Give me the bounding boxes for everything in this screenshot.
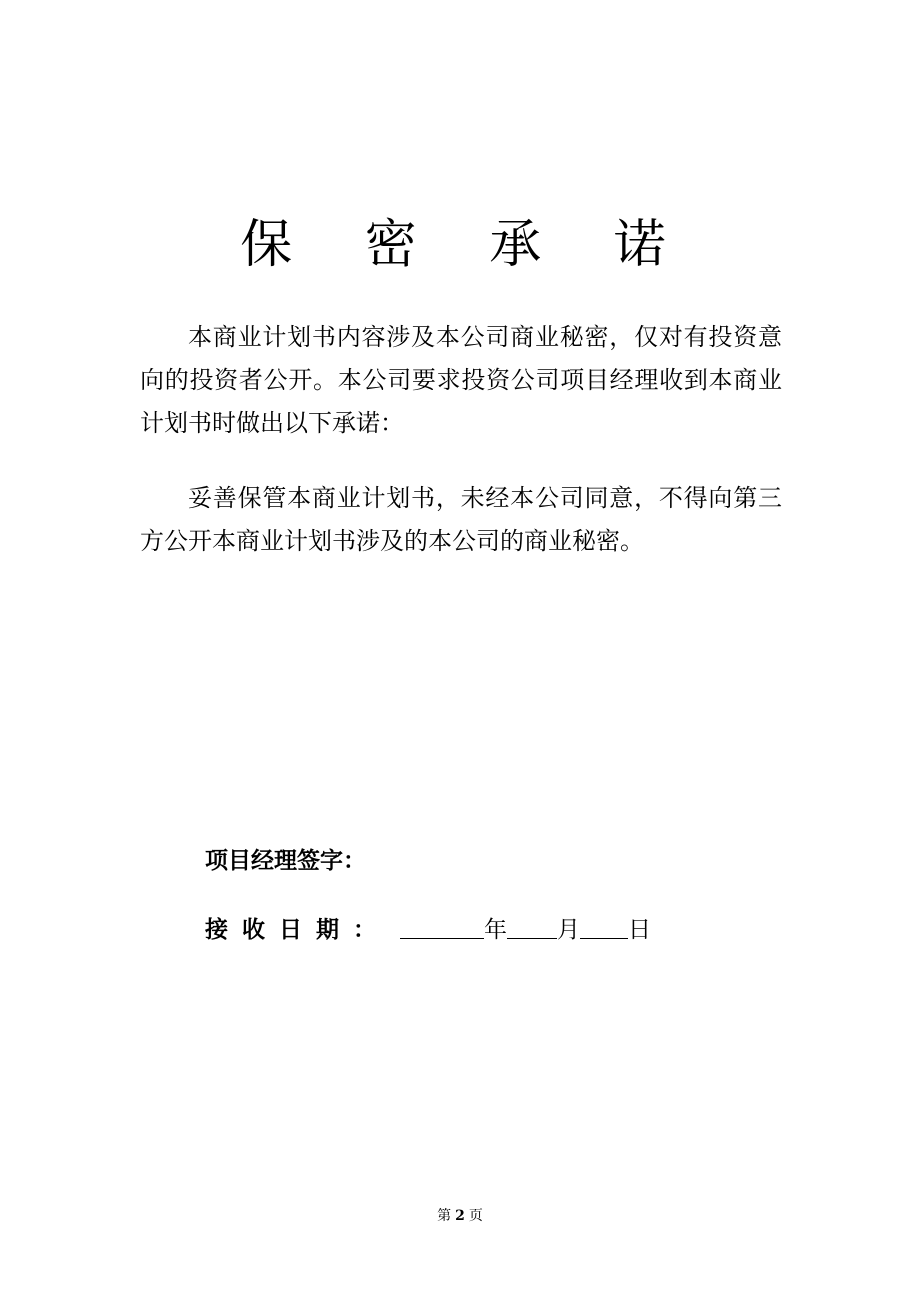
year-blank: [400, 914, 484, 939]
paragraph-commitment: 妥善保管本商业计划书，未经本公司同意，不得向第三方公开本商业计划书涉及的本公司的商业秘密。: [140, 484, 782, 555]
day-blank: [580, 914, 628, 939]
year-unit: 年: [484, 917, 507, 943]
receipt-date-row: [205, 912, 651, 948]
day-unit: 日: [628, 917, 651, 943]
page-footer: [0, 1206, 920, 1226]
footer-suffix: 页: [468, 1208, 483, 1224]
page-number: 2: [455, 1208, 465, 1224]
footer-prefix: 第: [437, 1208, 452, 1224]
month-blank: [507, 914, 557, 939]
receipt-date-label: 接收日期：: [205, 917, 390, 943]
paragraph-confidentiality-notice: 本商业计划书内容涉及本公司商业秘密，仅对有投资意向的投资者公开。本公司要求投资公司项目经理收到本商业计划书时做出以下承诺：: [140, 323, 782, 437]
page-title: 保 密 承 诺: [240, 214, 694, 275]
month-unit: 月: [557, 917, 580, 943]
signature-label: 项目经理签字：: [205, 848, 366, 874]
